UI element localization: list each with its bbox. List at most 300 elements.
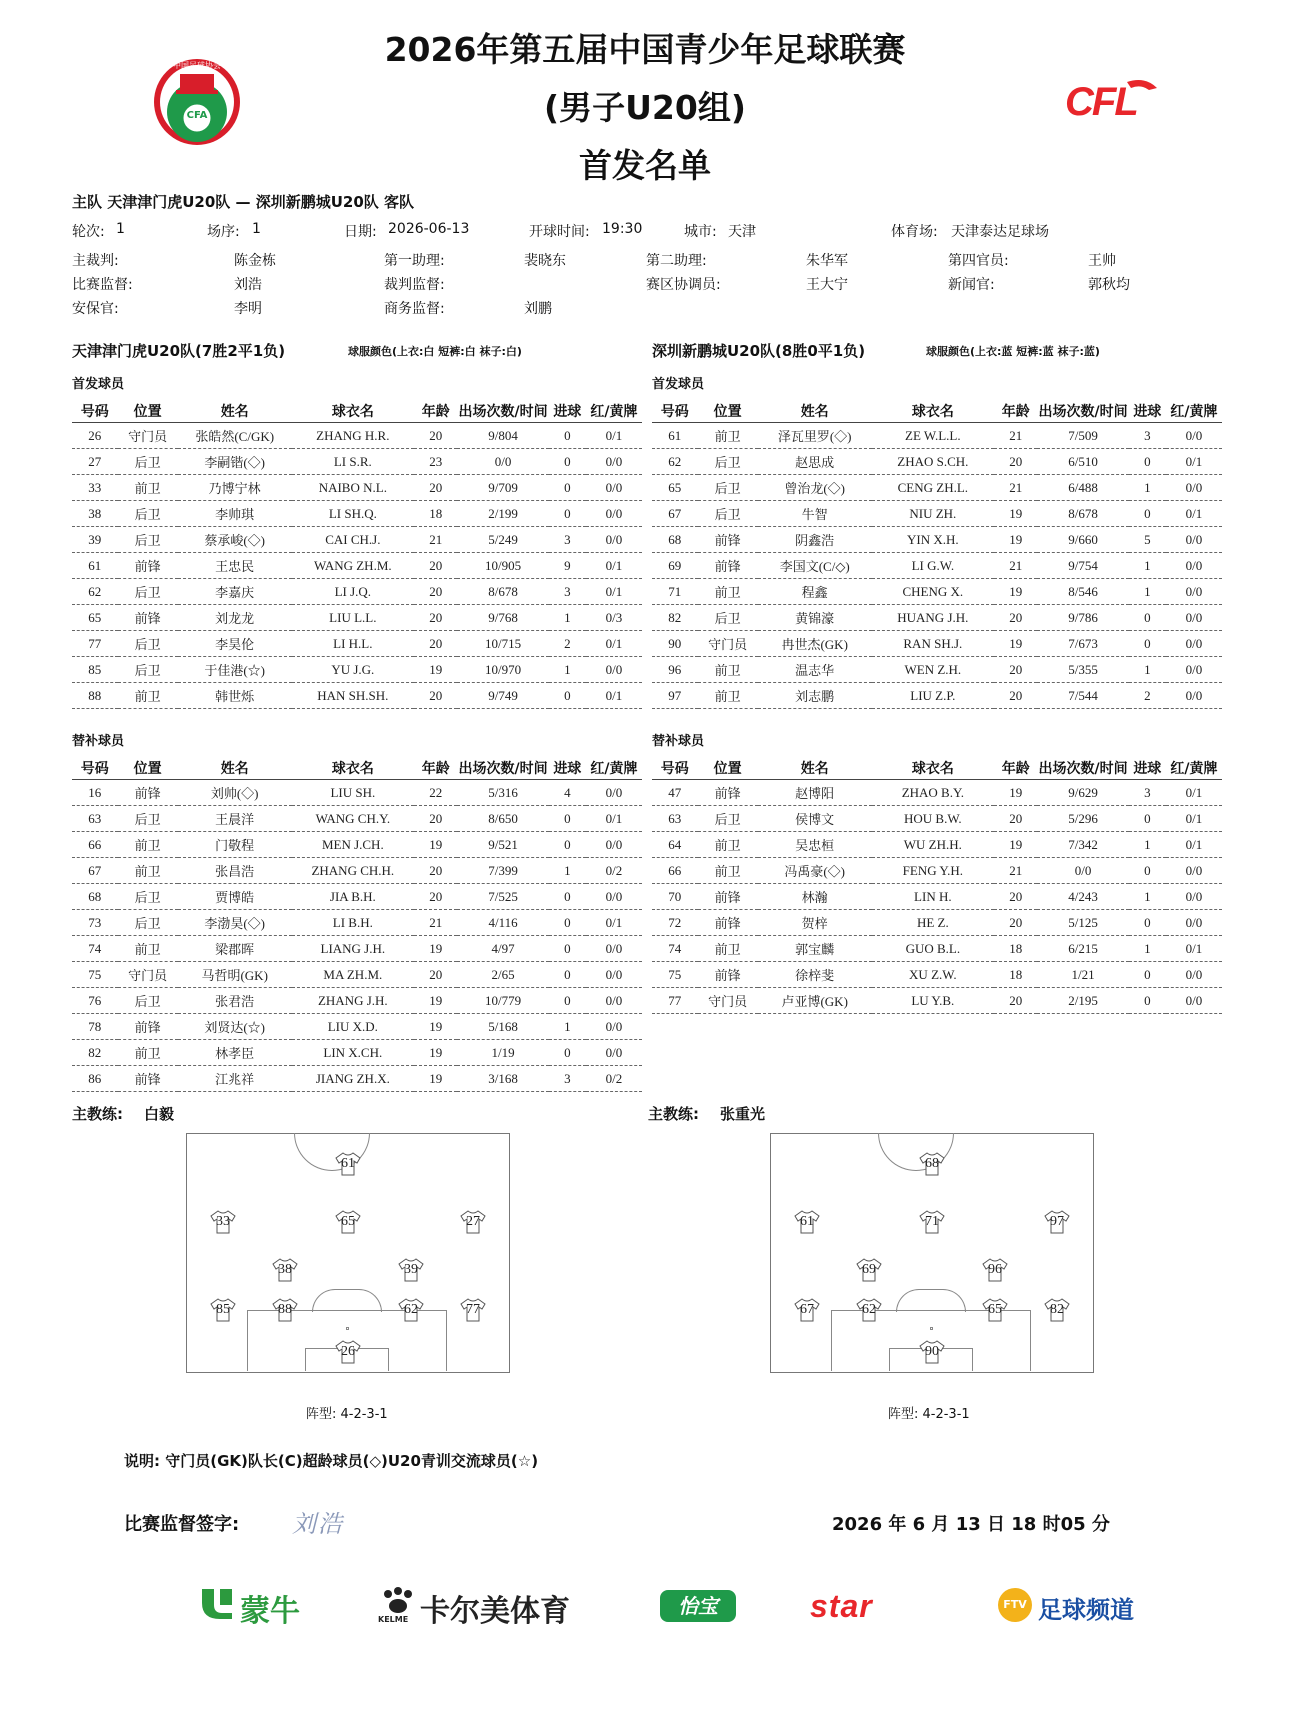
table-row [72,475,642,501]
cell-goals: 0 [549,501,586,527]
cell-shirt-name: LI B.H. [292,910,414,936]
cell-cards: 0/2 [586,1066,642,1092]
cell-age: 18 [414,501,458,527]
player-shirt [271,1298,299,1322]
cell-goals: 0 [549,449,586,475]
cell-cards: 0/1 [1166,780,1222,806]
cell-cards: 0/0 [586,657,642,683]
away-starters-label: 首发球员 [652,377,705,392]
cell-name: 贾博皓 [178,884,292,910]
cell-age: 20 [414,631,458,657]
column-header-goals: 进球 [549,757,586,780]
cell-cards: 0/0 [586,475,642,501]
cell-appearances: 5/355 [1037,657,1128,683]
player-shirt [981,1258,1009,1282]
cell-age: 19 [414,1014,458,1040]
cell-appearances: 7/342 [1037,832,1128,858]
cell-position: 后卫 [118,806,178,832]
cell-position: 后卫 [118,910,178,936]
home-subs-table [72,757,642,1092]
cell-age: 20 [994,884,1038,910]
table-row [72,527,642,553]
cell-position: 前锋 [118,553,178,579]
cell-number: 65 [72,605,118,631]
cell-goals: 1 [1129,657,1166,683]
table-row [652,988,1222,1014]
official-label: 主裁判: [72,253,119,269]
cell-name: 侯博文 [758,806,872,832]
player-shirt [334,1152,362,1176]
cell-age: 20 [414,962,458,988]
home-starters-table [72,400,642,709]
column-header-age: 年龄 [414,757,458,780]
cell-name: 江兆祥 [178,1066,292,1092]
cell-position: 前卫 [118,936,178,962]
star-logo: star [810,1588,873,1624]
cell-goals: 0 [1129,858,1166,884]
away-subs-table [652,757,1222,1014]
official-value: 裴晓东 [524,253,566,269]
cell-number: 63 [652,806,698,832]
cell-number: 73 [72,910,118,936]
official-label: 第一助理: [384,253,445,269]
cell-goals: 3 [549,579,586,605]
away-subs-label: 替补球员 [652,734,705,749]
cell-goals: 1 [1129,832,1166,858]
cell-shirt-name: ZHANG J.H. [292,988,414,1014]
cell-number: 67 [72,858,118,884]
legend-note: 说明: 守门员(GK)队长(C)超龄球员(◇)U20青训交流球员(☆) [124,1452,539,1470]
cell-position: 后卫 [118,579,178,605]
cell-shirt-name: LIU SH. [292,780,414,806]
cell-goals: 0 [549,683,586,709]
cell-age: 20 [414,683,458,709]
kickoff-label: 开球时间: [529,224,590,240]
cell-goals: 3 [549,527,586,553]
cell-age: 18 [994,936,1038,962]
cell-goals: 1 [549,1014,586,1040]
cell-goals: 1 [549,858,586,884]
column-header-goals: 进球 [549,400,586,423]
pitch-line [312,1289,382,1312]
date-value: 2026-06-13 [388,221,470,237]
column-header-shirt-name: 球衣名 [292,757,414,780]
cell-appearances: 6/488 [1037,475,1128,501]
official-label: 安保官: [72,301,119,317]
cell-shirt-name: LI J.Q. [292,579,414,605]
column-header-cards: 红/黄牌 [1166,400,1222,423]
cell-cards: 0/1 [586,806,642,832]
cell-appearances: 2/199 [457,501,548,527]
cell-position: 后卫 [698,501,758,527]
cell-age: 19 [414,657,458,683]
cell-name: 赵思成 [758,449,872,475]
table-row [652,884,1222,910]
cell-shirt-name: XU Z.W. [872,962,994,988]
table-row [72,423,642,449]
cell-age: 20 [414,858,458,884]
away-formation-pitch [770,1133,1094,1373]
cell-appearances: 5/296 [1037,806,1128,832]
cell-cards: 0/0 [1166,553,1222,579]
cell-appearances: 8/678 [457,579,548,605]
cell-appearances: 5/316 [457,780,548,806]
cell-name: 刘贤达(☆) [178,1014,292,1040]
cell-position: 前卫 [698,832,758,858]
cell-number: 39 [72,527,118,553]
teams-line: 主队 天津津门虎U20队 — 深圳新鹏城U20队 客队 [72,193,414,211]
cell-number: 82 [652,605,698,631]
away-kit-colors: 球服颜色(上衣:蓝 短裤:蓝 袜子:蓝) [926,345,1100,358]
cell-number: 77 [652,988,698,1014]
cell-appearances: 9/754 [1037,553,1128,579]
cell-cards: 0/1 [1166,936,1222,962]
cell-position: 前卫 [698,657,758,683]
cell-position: 前卫 [698,423,758,449]
cell-appearances: 6/510 [1037,449,1128,475]
cell-goals: 1 [1129,475,1166,501]
cell-cards: 0/0 [586,501,642,527]
cell-age: 21 [994,475,1038,501]
cell-cards: 0/0 [586,527,642,553]
official-value: 刘浩 [234,277,262,293]
cell-cards: 0/1 [586,423,642,449]
cell-number: 66 [652,858,698,884]
cell-shirt-name: HUANG J.H. [872,605,994,631]
cell-age: 18 [994,962,1038,988]
cell-name: 贺梓 [758,910,872,936]
cell-cards: 0/0 [1166,884,1222,910]
cell-name: 吴忠桓 [758,832,872,858]
player-shirt [334,1340,362,1364]
cell-number: 74 [72,936,118,962]
cell-position: 前锋 [698,553,758,579]
stadium-label: 体育场: [891,224,938,240]
cell-number: 71 [652,579,698,605]
table-row [652,962,1222,988]
table-row [652,657,1222,683]
cell-age: 20 [414,423,458,449]
cell-cards: 0/0 [586,780,642,806]
cell-appearances: 7/399 [457,858,548,884]
cell-name: 李帅琪 [178,501,292,527]
title-line-1: 2026年第五届中国青少年足球联赛 [384,30,906,69]
table-row [72,1014,642,1040]
cell-goals: 9 [549,553,586,579]
cell-age: 20 [994,683,1038,709]
kickoff-value: 19:30 [602,221,643,237]
cfa-logo [152,54,242,150]
cell-appearances: 0/0 [1037,858,1128,884]
penalty-spot [346,1327,349,1330]
cell-number: 75 [72,962,118,988]
cell-age: 19 [994,631,1038,657]
shirt-number: 82 [1050,1302,1064,1317]
official-value: 李明 [234,301,262,317]
cell-cards: 0/1 [586,631,642,657]
cell-shirt-name: LI SH.Q. [292,501,414,527]
cfl-logo-text: CFL [1065,80,1137,124]
cell-cards: 0/0 [586,884,642,910]
cell-cards: 0/0 [1166,423,1222,449]
cell-number: 74 [652,936,698,962]
table-row [652,527,1222,553]
table-row [72,501,642,527]
shirt-number: 71 [925,1214,939,1229]
away-starters-table [652,400,1222,709]
cell-cards: 0/0 [586,1014,642,1040]
shirt-number: 26 [341,1344,355,1359]
shirt-number: 65 [988,1302,1002,1317]
official-label: 裁判监督: [384,277,445,293]
cell-shirt-name: LI G.W. [872,553,994,579]
cell-name: 泽瓦里罗(◇) [758,423,872,449]
cell-age: 20 [994,806,1038,832]
cell-position: 前卫 [698,858,758,884]
cell-goals: 2 [1129,683,1166,709]
cell-cards: 0/0 [586,832,642,858]
column-header-goals: 进球 [1129,400,1166,423]
cell-appearances: 3/168 [457,1066,548,1092]
cell-position: 守门员 [698,631,758,657]
cell-appearances: 5/168 [457,1014,548,1040]
column-header-position: 位置 [698,400,758,423]
cell-cards: 0/0 [1166,910,1222,936]
cell-age: 20 [414,475,458,501]
cell-shirt-name: GUO B.L. [872,936,994,962]
column-header-cards: 红/黄牌 [586,757,642,780]
cell-number: 61 [72,553,118,579]
cell-number: 33 [72,475,118,501]
column-header-number: 号码 [652,400,698,423]
cell-appearances: 10/779 [457,988,548,1014]
table-row [652,553,1222,579]
cell-shirt-name: YU J.G. [292,657,414,683]
cell-shirt-name: ZE W.L.L. [872,423,994,449]
shirt-number: 38 [278,1262,292,1277]
cell-cards: 0/0 [586,988,642,1014]
table-row [652,832,1222,858]
player-shirt [1043,1298,1071,1322]
official-value: 朱华军 [806,253,848,269]
table-row [652,449,1222,475]
cell-position: 前锋 [118,605,178,631]
cell-appearances: 9/749 [457,683,548,709]
cell-name: 牛智 [758,501,872,527]
cell-cards: 0/0 [586,1040,642,1066]
cell-shirt-name: CHENG X. [872,579,994,605]
cell-name: 王晨洋 [178,806,292,832]
cell-cards: 0/1 [1166,449,1222,475]
mengniu-logo: 蒙牛 [240,1594,300,1629]
cell-goals: 1 [1129,936,1166,962]
cell-shirt-name: CAI CH.J. [292,527,414,553]
cell-shirt-name: JIA B.H. [292,884,414,910]
cell-goals: 0 [549,988,586,1014]
away-team-name: 深圳新鹏城U20队(8胜0平1负) [652,342,866,360]
cell-cards: 0/0 [1166,657,1222,683]
cell-cards: 0/0 [586,936,642,962]
cell-appearances: 5/125 [1037,910,1128,936]
cell-name: 李昊伦 [178,631,292,657]
table-row [652,806,1222,832]
cell-number: 77 [72,631,118,657]
official-label: 第四官员: [948,253,1009,269]
cell-name: 张君浩 [178,988,292,1014]
home-starters-label: 首发球员 [72,377,125,392]
cell-number: 38 [72,501,118,527]
city-value: 天津 [728,224,756,240]
signature-label: 比赛监督签字: [124,1514,240,1535]
column-header-cards: 红/黄牌 [1166,757,1222,780]
column-header-position: 位置 [698,757,758,780]
cell-number: 27 [72,449,118,475]
cell-appearances: 4/97 [457,936,548,962]
cell-name: 王忠民 [178,553,292,579]
cell-goals: 1 [549,605,586,631]
cell-name: 门敬程 [178,832,292,858]
column-header-shirt-name: 球衣名 [872,757,994,780]
cell-appearances: 8/678 [1037,501,1128,527]
cell-name: 程鑫 [758,579,872,605]
player-shirt [793,1210,821,1234]
cfa-badge-text: CFA [186,110,208,121]
cell-position: 后卫 [118,657,178,683]
shirt-number: 62 [404,1302,418,1317]
cell-shirt-name: NAIBO N.L. [292,475,414,501]
cell-position: 前卫 [698,579,758,605]
cell-appearances: 10/970 [457,657,548,683]
cell-name: 李渤昊(◇) [178,910,292,936]
cell-position: 守门员 [118,423,178,449]
cell-age: 20 [994,657,1038,683]
column-header-appearances: 出场次数/时间 [457,400,548,423]
cell-shirt-name: LIN H. [872,884,994,910]
cell-appearances: 9/786 [1037,605,1128,631]
cell-goals: 0 [1129,501,1166,527]
table-row [652,605,1222,631]
cell-age: 19 [414,988,458,1014]
player-shirt [459,1298,487,1322]
cell-number: 66 [72,832,118,858]
official-value: 刘鹏 [524,301,552,317]
cell-position: 前卫 [118,475,178,501]
shirt-number: 33 [216,1214,230,1229]
cell-name: 刘帅(◇) [178,780,292,806]
table-row [72,962,642,988]
cell-shirt-name: LIANG J.H. [292,936,414,962]
player-shirt [855,1258,883,1282]
cell-cards: 0/1 [586,683,642,709]
cell-shirt-name: WANG ZH.M. [292,553,414,579]
shirt-number: 77 [466,1302,480,1317]
cell-cards: 0/2 [586,858,642,884]
home-kit-colors: 球服颜色(上衣:白 短裤:白 袜子:白) [348,345,522,358]
cell-shirt-name: NIU ZH. [872,501,994,527]
cell-name: 卢亚博(GK) [758,988,872,1014]
cell-name: 马哲明(GK) [178,962,292,988]
cell-name: 李国文(C/◇) [758,553,872,579]
cell-position: 后卫 [698,806,758,832]
cell-age: 21 [994,423,1038,449]
cell-cards: 0/3 [586,605,642,631]
official-label: 新闻官: [948,277,995,293]
cell-name: 林瀚 [758,884,872,910]
column-header-age: 年龄 [994,757,1038,780]
cell-position: 前锋 [118,1066,178,1092]
cell-age: 19 [994,501,1038,527]
city-label: 城市: [684,224,717,240]
cell-shirt-name: MEN J.CH. [292,832,414,858]
cell-position: 前卫 [118,1040,178,1066]
title-line-3: 首发名单 [579,146,711,185]
table-row [72,657,642,683]
shirt-number: 85 [216,1302,230,1317]
column-header-shirt-name: 球衣名 [872,400,994,423]
column-header-shirt-name: 球衣名 [292,400,414,423]
cell-appearances: 9/629 [1037,780,1128,806]
round-value: 1 [116,221,125,237]
cell-position: 后卫 [118,527,178,553]
cell-appearances: 9/660 [1037,527,1128,553]
cell-shirt-name: LIU X.D. [292,1014,414,1040]
column-header-name: 姓名 [758,400,872,423]
cell-number: 97 [652,683,698,709]
home-formation-pitch [186,1133,510,1373]
round-label: 轮次: [72,224,105,240]
player-shirt [855,1298,883,1322]
cell-shirt-name: HAN SH.SH. [292,683,414,709]
column-header-goals: 进球 [1129,757,1166,780]
shirt-number: 97 [1050,1214,1064,1229]
table-row [72,988,642,1014]
cell-goals: 0 [549,423,586,449]
shirt-number: 90 [925,1344,939,1359]
cell-age: 20 [414,579,458,605]
table-row [652,936,1222,962]
cell-cards: 0/0 [1166,605,1222,631]
cell-shirt-name: LI H.L. [292,631,414,657]
cell-cards: 0/0 [1166,475,1222,501]
column-header-position: 位置 [118,757,178,780]
table-row [72,579,642,605]
kelme-paw-icon [380,1586,416,1616]
column-header-number: 号码 [72,757,118,780]
cell-shirt-name: WEN Z.H. [872,657,994,683]
cell-goals: 5 [1129,527,1166,553]
cell-age: 21 [994,553,1038,579]
cell-age: 19 [414,832,458,858]
stadium-value: 天津泰达足球场 [951,224,1049,240]
table-row [72,910,642,936]
cell-age: 20 [994,988,1038,1014]
player-shirt [334,1210,362,1234]
column-header-number: 号码 [72,400,118,423]
cell-appearances: 4/116 [457,910,548,936]
shirt-number: 69 [862,1262,876,1277]
cell-age: 19 [414,1066,458,1092]
cell-cards: 0/0 [1166,683,1222,709]
ftv-logo: FTV [998,1588,1032,1622]
cell-shirt-name: ZHANG CH.H. [292,858,414,884]
cell-name: 冯禹豪(◇) [758,858,872,884]
cell-name: 黄锦濠 [758,605,872,631]
cell-cards: 0/1 [586,579,642,605]
shirt-number: 62 [862,1302,876,1317]
cell-shirt-name: MA ZH.M. [292,962,414,988]
official-label: 第二助理: [646,253,707,269]
cell-age: 19 [414,1040,458,1066]
